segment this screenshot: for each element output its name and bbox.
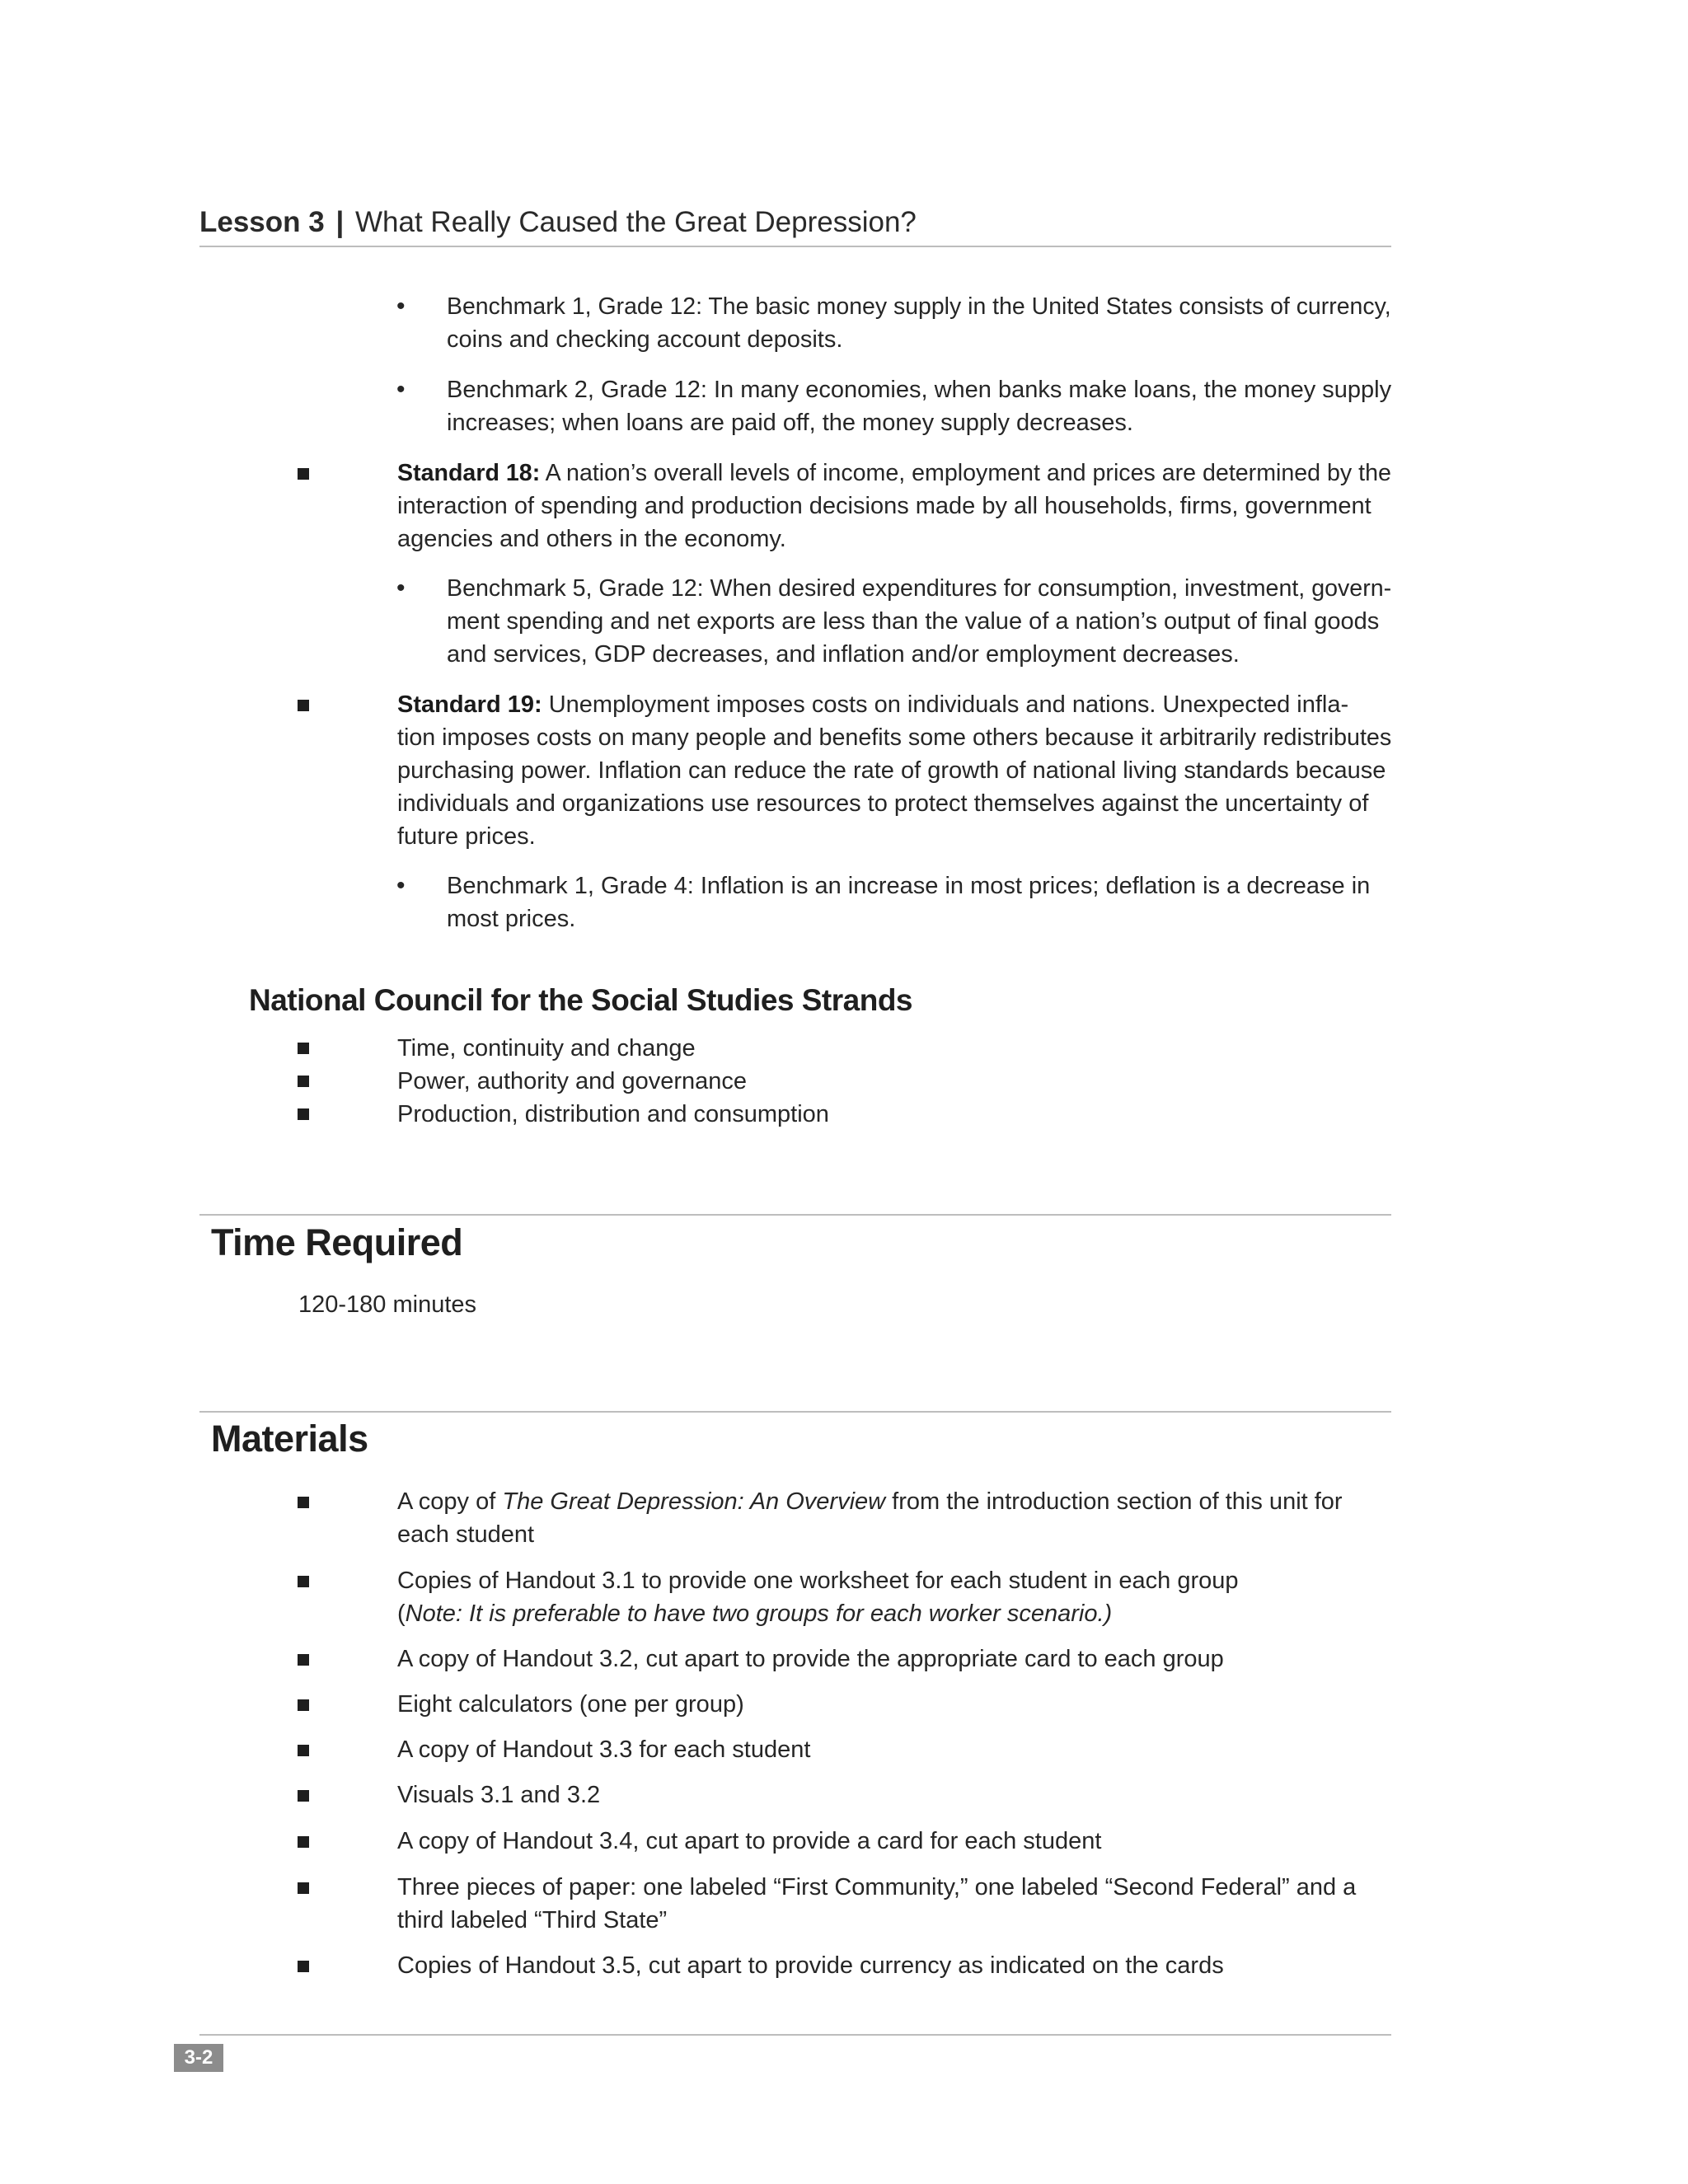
benchmark-line: Benchmark 2, Grade 12: In many economies, when banks make loans, the money supply <box>447 377 1392 403</box>
materials-text: A copy of <box>397 1488 503 1515</box>
materials-item: A copy of Handout 3.3 for each student <box>397 1736 811 1763</box>
materials-line: Three pieces of paper: one labeled “First Community,” one labeled “Second Federal” and a <box>397 1874 1357 1900</box>
standard-line: purchasing power. Inflation can reduce the rate of growth of national living standards because <box>397 757 1386 784</box>
standard-label: Standard 19: <box>397 691 542 718</box>
materials-note: Note: It is preferable to have two groups for each worker scenario.) <box>405 1601 1113 1627</box>
square-bullet-icon <box>298 1882 309 1894</box>
lesson-header <box>199 199 1391 246</box>
section-rule <box>199 1411 1391 1413</box>
materials-line <box>397 1597 1112 1630</box>
time-required-heading: Time Required <box>211 1221 463 1263</box>
ncss-heading: National Council for the Social Studies Strands <box>249 983 913 1017</box>
materials-line: each student <box>397 1521 535 1548</box>
benchmark-line: and services, GDP decreases, and inflation and/or employment decreases. <box>447 641 1240 668</box>
lesson-number: Lesson 3 <box>199 206 325 238</box>
benchmark-item <box>447 869 1370 935</box>
standard-18 <box>397 457 1405 555</box>
benchmark-item <box>447 572 1404 671</box>
square-bullet-icon <box>298 1836 309 1848</box>
square-bullet-icon <box>298 1108 309 1120</box>
standard-line: future prices. <box>397 823 536 850</box>
materials-text: ( <box>397 1601 406 1627</box>
materials-line: third labeled “Third State” <box>397 1907 668 1933</box>
ncss-item: Time, continuity and change <box>397 1035 696 1062</box>
benchmark-item <box>447 290 1409 356</box>
standard-line: interaction of spending and production decisions made by all households, firms, government <box>397 493 1372 519</box>
square-bullet-icon <box>298 1961 309 1972</box>
materials-text: from the introduction section of this unit for <box>885 1488 1343 1515</box>
benchmark-line: Benchmark 1, Grade 12: The basic money supply in the United States consists of currency, <box>447 293 1391 320</box>
header-rule <box>199 246 1391 247</box>
bullet-dot: • <box>396 574 406 602</box>
standard-line: tion imposes costs on many people and benefits some others because it arbitrarily redistributes <box>397 724 1392 751</box>
section-rule <box>199 1214 1391 1216</box>
ncss-item: Production, distribution and consumption <box>397 1101 829 1127</box>
book-title: The Great Depression: An Overview <box>502 1488 886 1515</box>
standard-line <box>397 457 1391 490</box>
square-bullet-icon <box>298 1076 309 1087</box>
ncss-item: Power, authority and governance <box>397 1068 747 1094</box>
materials-item: A copy of Handout 3.4, cut apart to provide a card for each student <box>397 1828 1102 1854</box>
materials-item: Copies of Handout 3.5, cut apart to provide currency as indicated on the cards <box>397 1952 1224 1979</box>
page-number: 3-2 <box>174 2044 223 2072</box>
materials-heading: Materials <box>211 1418 368 1460</box>
standard-line: individuals and organizations use resources to protect themselves against the uncertainty of <box>397 790 1369 817</box>
benchmark-line: coins and checking account deposits. <box>447 326 843 353</box>
bullet-dot: • <box>396 376 406 403</box>
materials-item <box>397 1871 1356 1937</box>
square-bullet-icon <box>298 1699 309 1711</box>
square-bullet-icon <box>298 1576 309 1587</box>
materials-item <box>397 1564 1239 1630</box>
materials-item: A copy of Handout 3.2, cut apart to provide the appropriate card to each group <box>397 1646 1224 1672</box>
square-bullet-icon <box>298 1654 309 1666</box>
header-separator: | <box>335 206 345 238</box>
materials-line <box>397 1485 1343 1518</box>
benchmark-line: Benchmark 1, Grade 4: Inflation is an increase in most prices; deflation is a decrease in <box>447 873 1371 899</box>
square-bullet-icon <box>298 468 309 480</box>
bullet-dot: • <box>396 872 406 899</box>
square-bullet-icon <box>298 1497 309 1508</box>
benchmark-line: most prices. <box>447 906 576 932</box>
benchmark-line: Benchmark 5, Grade 12: When desired expenditures for consumption, investment, govern- <box>447 575 1392 602</box>
benchmark-line: increases; when loans are paid off, the money supply decreases. <box>447 410 1133 436</box>
benchmark-item <box>447 373 1391 439</box>
materials-item <box>397 1485 1343 1551</box>
footer-rule <box>199 2034 1391 2036</box>
standard-text: Unemployment imposes costs on individuals and nations. Unexpected infla- <box>542 691 1349 718</box>
standard-line: agencies and others in the economy. <box>397 526 786 552</box>
benchmark-line: ment spending and net exports are less than the value of a nation’s output of final goods <box>447 608 1380 635</box>
square-bullet-icon <box>298 1745 309 1756</box>
lesson-title: What Really Caused the Great Depression? <box>355 206 917 238</box>
time-required-value: 120-180 minutes <box>298 1291 477 1318</box>
bullet-dot: • <box>396 293 406 320</box>
standard-19 <box>397 688 1403 853</box>
standard-line <box>397 688 1348 721</box>
square-bullet-icon <box>298 1790 309 1802</box>
square-bullet-icon <box>298 700 309 711</box>
materials-item: Visuals 3.1 and 3.2 <box>397 1782 601 1808</box>
materials-item: Eight calculators (one per group) <box>397 1691 744 1718</box>
standard-label: Standard 18: <box>397 460 541 486</box>
standard-text: A nation’s overall levels of income, employment and prices are determined by the <box>540 460 1391 486</box>
square-bullet-icon <box>298 1043 309 1054</box>
materials-line: Copies of Handout 3.1 to provide one worksheet for each student in each group <box>397 1568 1239 1594</box>
